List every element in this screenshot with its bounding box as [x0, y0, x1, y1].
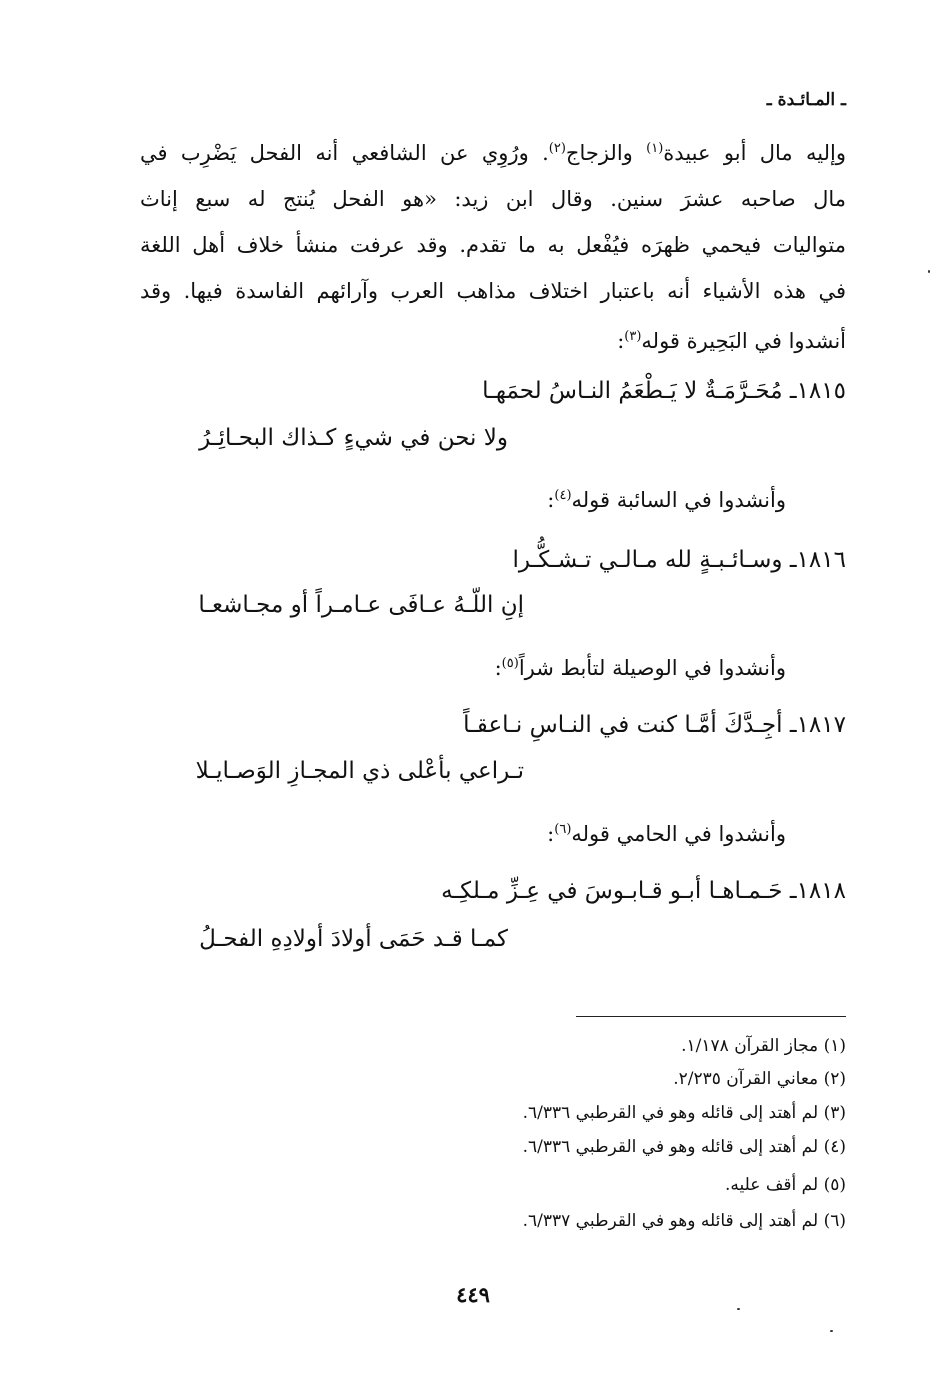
intro-wasila: وأنشدوا في الوصيلة لتأبط شراً$^{(٥)}$: [494, 656, 786, 680]
scan-speck [737, 1308, 740, 1310]
scan-speck [830, 1330, 833, 1332]
footnote-ref-2: (٢) [548, 141, 566, 156]
footnote-1: (١) مجاز القرآن ١/١٧٨. [681, 1036, 846, 1056]
footnote-ref-1: (١) [646, 141, 664, 156]
paragraph-line-1: وإليه مال أبو عبيدة$^{(١)}$ والزجاج$^{(٢)}$. ورُوِي عن الشافعي أنه الفحل يَضْرِب في [140, 141, 846, 165]
verse-1816-second-hemistich: إنِ اللّـهُ عـافَى عـامـراً أو مجـاشعـا [198, 592, 524, 618]
paragraph-line-2: مال صاحبه عشرَ سنين. وقال ابن زيد: «هو الفحل يُنتج له سبع إناث [140, 187, 846, 211]
footnote-3: (٣) لم أهتد إلى قائله وهو في القرطبي ٦/٣٣٦. [522, 1103, 846, 1123]
verse-1816-first-hemistich: ١٨١٦ـ وسـائـبـةٍ لله مـالـي تـشـكُّـرا [512, 547, 846, 573]
running-header: ـ المـائـدة ـ [766, 90, 846, 110]
footnote-4: (٤) لم أهتد إلى قائله وهو في القرطبي ٦/٣٣٦. [522, 1137, 846, 1157]
body-paragraph [140, 126, 846, 364]
verse-number: ١٨١٨ [796, 878, 846, 904]
footnote-6: (٦) لم أهتد إلى قائله وهو في القرطبي ٦/٣٣٧. [522, 1211, 846, 1231]
paragraph-line-3: متواليات فيحمي ظهرَه فيُفْعل به ما تقدم. وقد عرفت منشأ خلاف أهل اللغة [140, 233, 846, 257]
footnote-ref-6: (٦) [554, 822, 572, 837]
verse-1815-first-hemistich: ١٨١٥ـ مُحَـرَّمَـةٌ لا يَـطْعَمُ النـاسُ لحمَهـا [482, 378, 846, 404]
footnote-2: (٢) معاني القرآن ٢/٢٣٥. [673, 1069, 846, 1089]
footnote-5: (٥) لم أقف عليه. [725, 1175, 846, 1195]
verse-1817-second-hemistich: تـراعي بأعْلى ذي المجـازِ الوَصـايـلا [195, 758, 524, 784]
scan-speck [928, 270, 930, 273]
verse-number: ١٨١٥ [796, 378, 846, 404]
footnote-separator [576, 1016, 846, 1017]
footnote-ref-4: (٤) [554, 488, 572, 503]
intro-saiba: وأنشدوا في السائبة قوله$^{(٤)}$: [547, 488, 786, 512]
paragraph-line-4: في هذه الأشياء أنه باعتبار اختلاف مذاهب العرب وآرائهم الفاسدة فيها. وقد [140, 279, 846, 303]
verse-1817-first-hemistich: ١٨١٧ـ أجِـدَّكَ أمَّـا كنت في النـاسِ نـاعقـاً [463, 712, 846, 738]
footnote-ref-5: (٥) [501, 656, 519, 671]
footnote-ref-3: (٣) [624, 329, 642, 344]
verse-number: ١٨١٦ [796, 547, 846, 573]
page-number: ٤٤٩ [456, 1282, 490, 1307]
paragraph-line-5: أنشدوا في البَحِيرة قوله$^{(٣)}$: [617, 329, 846, 353]
verse-number: ١٨١٧ [796, 712, 846, 738]
intro-hami: وأنشدوا في الحامي قوله$^{(٦)}$: [547, 822, 786, 846]
verse-1815-second-hemistich: ولا نحن في شيءٍ كـذاك البحـائِـرُ [199, 425, 508, 451]
verse-1818-first-hemistich: ١٨١٨ـ حَـمـاهـا أبـو قـابـوسَ في عِـزِّ مـلكِـه [441, 878, 846, 904]
verse-1818-second-hemistich: كمـا قـد حَمَى أولادَ أولادِهِ الفحـلُ [199, 926, 508, 952]
